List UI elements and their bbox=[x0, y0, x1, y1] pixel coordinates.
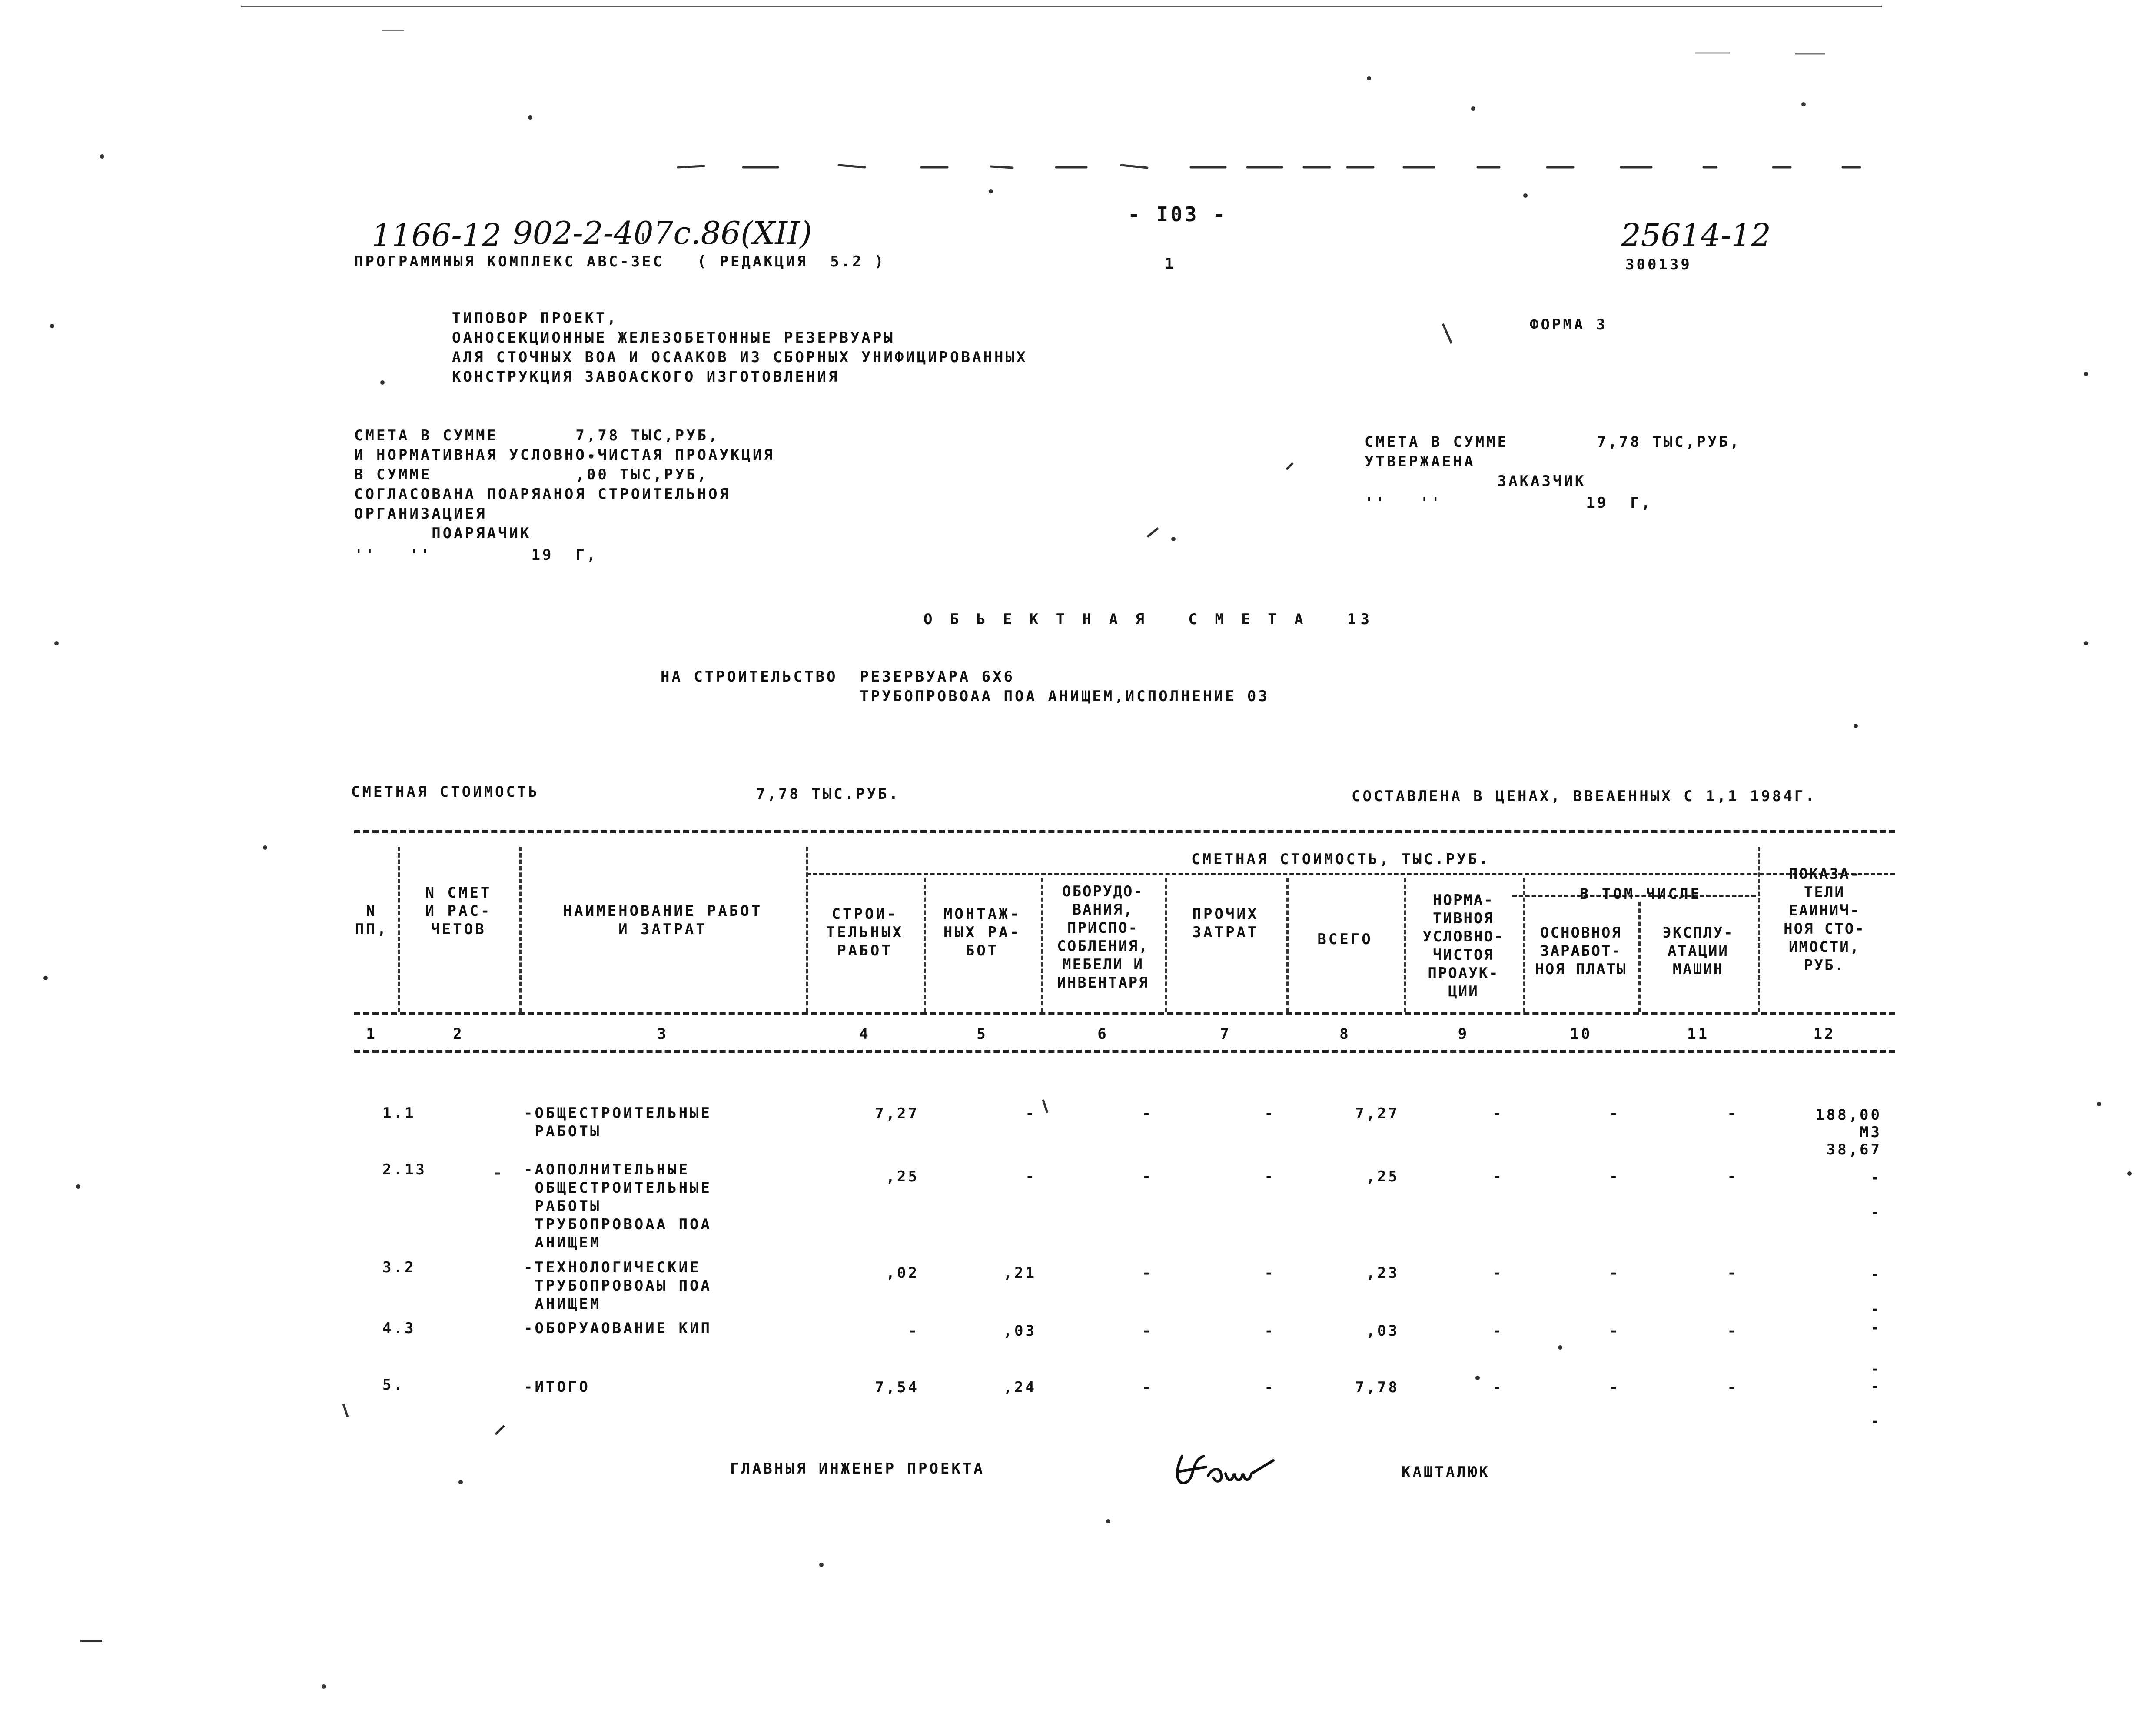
code-right: 300139 bbox=[1625, 256, 1692, 273]
col-number: 2 bbox=[453, 1025, 464, 1043]
signature bbox=[1165, 1430, 1278, 1497]
project-title-line-3: АЛЯ СТОЧНЫХ ВОА И ОСААКОВ ИЗ СБОРНЫХ УНИФИЦИРОВАННЫХ bbox=[452, 349, 1028, 366]
col-number: 6 bbox=[1097, 1025, 1109, 1043]
row-norm: - bbox=[1492, 1168, 1504, 1185]
column-numbers-rule bbox=[354, 1050, 1895, 1053]
row-build: 7,27 bbox=[875, 1105, 919, 1122]
estimated-cost-value: 7,78 ТЫС.РУБ. bbox=[756, 785, 900, 803]
row-name: -АОПОЛНИТЕЛЬНЫЕ ОБЩЕСТРОИТЕЛЬНЫЕ РАБОТЫ ТРУБОПРОВОАА ПОА АНИЩЕМ bbox=[524, 1161, 712, 1251]
row-build: - bbox=[908, 1322, 919, 1340]
subject-line-1: НА СТРОИТЕЛЬСТВО РЕЗЕРВУАРА 6Х6 bbox=[661, 668, 1015, 685]
col-header-1: N ПП, bbox=[355, 902, 389, 938]
subgroup-header: В ТОМ ЧИСЛЕ bbox=[1579, 885, 1702, 903]
approval-right-line-1: СМЕТА В СУММЕ 7,78 ТЫС,РУБ, bbox=[1365, 433, 1741, 451]
approval-left-line-7: '' '' 19 Г, bbox=[354, 546, 598, 564]
row-number: 2.13 bbox=[382, 1161, 427, 1178]
row-wage: - bbox=[1609, 1264, 1620, 1282]
col-header-11: ЭКСПЛУ- АТАЦИИ МАШИН bbox=[1662, 924, 1734, 978]
col-sep bbox=[1165, 878, 1167, 1012]
col-header-6: ОБОРУДО- ВАНИЯ, ПРИСПО- СОБЛЕНИЯ, МЕБЕЛИ И ИНВЕНТАРЯ bbox=[1057, 883, 1149, 991]
row-mach: - bbox=[1727, 1168, 1738, 1185]
approval-left-line-1: СМЕТА В СУММЕ 7,78 ТЫС,РУБ, bbox=[354, 427, 720, 444]
row-unit: - - bbox=[1870, 1169, 1882, 1221]
approval-right-line-4: '' '' 19 Г, bbox=[1365, 494, 1653, 512]
approval-left-line-6: ПОАРЯАЧИК bbox=[354, 525, 532, 542]
estimated-cost-label: СМЕТНАЯ СТОИМОСТЬ bbox=[351, 783, 539, 801]
col-header-4: СТРОИ- ТЕЛЬНЫХ РАБОТ bbox=[826, 905, 904, 959]
engineer-surname: КАШТАЛЮК bbox=[1402, 1464, 1490, 1481]
row-total: ,23 bbox=[1366, 1264, 1399, 1282]
row-name: -ТЕХНОЛОГИЧЕСКИЕ ТРУБОПРОВОАЫ ПОА АНИЩЕМ bbox=[524, 1259, 712, 1313]
handwritten-reference-left: 1166-12 bbox=[372, 217, 502, 253]
row-wage: - bbox=[1609, 1168, 1620, 1185]
col-number: 7 bbox=[1220, 1025, 1231, 1043]
row-build: ,25 bbox=[886, 1168, 919, 1185]
row-equip: - bbox=[1142, 1168, 1153, 1185]
col-header-12: ПОКАЗА- ТЕЛИ ЕАИНИЧ- НОЯ СТО- ИМОСТИ, РУБ. bbox=[1784, 865, 1865, 974]
row-mach: - bbox=[1727, 1379, 1738, 1396]
col-header-10: ОСНОВНОЯ ЗАРАБОТ- НОЯ ПЛАТЫ bbox=[1535, 924, 1627, 978]
row-name: -ОБОРУАОВАНИЕ КИП bbox=[524, 1320, 712, 1337]
row-unit: - bbox=[1870, 1319, 1882, 1337]
program-line: ПРОГРАММНЫЯ КОМПЛЕКС АВС-ЗЕС ( РЕДАКЦИЯ 5.2 ) bbox=[354, 253, 886, 270]
row-wage: - bbox=[1609, 1322, 1620, 1340]
row-equip: - bbox=[1142, 1105, 1153, 1122]
col-number: 1 bbox=[366, 1025, 377, 1043]
handwritten-project-code: 902-2-407c.86(XII) bbox=[513, 215, 812, 251]
col-number: 3 bbox=[657, 1025, 668, 1043]
row-norm: - bbox=[1492, 1322, 1504, 1340]
group-header-rule bbox=[806, 873, 1895, 875]
col-header-2: N СМЕТ И РАС- ЧЕТОВ bbox=[425, 884, 492, 938]
row-equip: - bbox=[1142, 1264, 1153, 1282]
row-build: 7,54 bbox=[875, 1379, 919, 1396]
row-total: 7,27 bbox=[1355, 1105, 1399, 1122]
row-other: - bbox=[1264, 1322, 1276, 1340]
approval-left-line-4: СОГЛАСОВАНА ПОАРЯАНОЯ СТРОИТЕЛЬНОЯ bbox=[354, 486, 731, 503]
approval-right-line-3: ЗАКАЗЧИК bbox=[1365, 472, 1586, 490]
project-title-line-1: ТИПОВОР ПРОЕКТ, bbox=[452, 309, 618, 327]
row-mount: - bbox=[1025, 1105, 1036, 1122]
page-number: 1 bbox=[1165, 255, 1176, 273]
row-name: -ИТОГО bbox=[524, 1378, 590, 1396]
row-mount: ,24 bbox=[1003, 1379, 1036, 1396]
row-unit: - - - bbox=[1870, 1360, 1882, 1430]
document-title: О Б Ь Е К Т Н А Я С М Е Т А 13 bbox=[924, 611, 1374, 628]
approval-left-line-5: ОРГАНИЗАЦИЕЯ bbox=[354, 505, 487, 522]
col-header-9: НОРМА- ТИВНОЯ УСЛОВНО- ЧИСТОЯ ПРОАУК- ЦИИ bbox=[1422, 891, 1505, 1000]
row-number: 1.1 bbox=[382, 1104, 416, 1122]
row-norm: - bbox=[1492, 1264, 1504, 1282]
group-header: СМЕТНАЯ СТОИМОСТЬ, ТЫС.РУБ. bbox=[1191, 851, 1490, 868]
row-equip: - bbox=[1142, 1379, 1153, 1396]
subject-line-2: ТРУБОПРОВОАА ПОА АНИЩЕМ,ИСПОЛНЕНИЕ 03 bbox=[661, 688, 1269, 705]
col-header-8: ВСЕГО bbox=[1317, 931, 1373, 948]
header-bottom-rule bbox=[354, 1012, 1895, 1015]
row-mount: - bbox=[1025, 1168, 1036, 1185]
col-number: 9 bbox=[1458, 1025, 1469, 1043]
col-number: 10 bbox=[1570, 1025, 1592, 1043]
row-name: -ОБЩЕСТРОИТЕЛЬНЫЕ РАБОТЫ bbox=[524, 1104, 712, 1140]
project-title-line-4: КОНСТРУКЦИЯ ЗАВОАСКОГО ИЗГОТОВЛЕНИЯ bbox=[452, 368, 840, 386]
row-total: ,03 bbox=[1366, 1322, 1399, 1340]
row-number: 4.3 bbox=[382, 1320, 416, 1337]
row-unit: - - bbox=[1870, 1266, 1882, 1318]
table-top-rule bbox=[354, 830, 1895, 833]
row-other: - bbox=[1264, 1264, 1276, 1282]
row-norm: - bbox=[1492, 1379, 1504, 1396]
row-mach: - bbox=[1727, 1105, 1738, 1122]
project-title-line-2: ОАНОСЕКЦИОННЫЕ ЖЕЛЕЗОБЕТОННЫЕ РЕЗЕРВУАРЫ bbox=[452, 329, 895, 346]
col-number: 8 bbox=[1339, 1025, 1351, 1043]
row-mount: ,21 bbox=[1003, 1264, 1036, 1282]
row-other: - bbox=[1264, 1379, 1276, 1396]
row-mount: ,03 bbox=[1003, 1322, 1036, 1340]
approval-left-line-2: И НОРМАТИВНАЯ УСЛОВНО-ЧИСТАЯ ПРОАУКЦИЯ bbox=[354, 446, 775, 464]
col-header-3: НАИМЕНОВАНИЕ РАБОТ И ЗАТРАТ bbox=[563, 902, 763, 938]
row-number: 3.2 bbox=[382, 1259, 416, 1276]
row-mach: - bbox=[1727, 1264, 1738, 1282]
row-wage: - bbox=[1609, 1379, 1620, 1396]
page-stamp: - I03 - bbox=[1128, 203, 1227, 226]
row-total: 7,78 bbox=[1355, 1379, 1399, 1396]
col-number: 12 bbox=[1813, 1025, 1836, 1043]
row-build: ,02 bbox=[886, 1264, 919, 1282]
form-number: ФОРМА 3 bbox=[1530, 316, 1608, 333]
handwritten-reference-right: 25614-12 bbox=[1621, 217, 1771, 253]
approval-left-line-3: В СУММЕ ,00 ТЫС,РУБ, bbox=[354, 466, 709, 483]
row-mach: - bbox=[1727, 1322, 1738, 1340]
row-other: - bbox=[1264, 1168, 1276, 1185]
row-other: - bbox=[1264, 1105, 1276, 1122]
approval-right-line-2: УТВЕРЖАЕНА bbox=[1365, 453, 1475, 470]
row-number: 5. bbox=[382, 1376, 405, 1394]
col-number: 11 bbox=[1687, 1025, 1709, 1043]
row-total: ,25 bbox=[1366, 1168, 1399, 1185]
row-wage: - bbox=[1609, 1105, 1620, 1122]
row-norm: - bbox=[1492, 1105, 1504, 1122]
col-header-7: ПРОЧИХ ЗАТРАТ bbox=[1192, 905, 1259, 941]
col-number: 4 bbox=[859, 1025, 870, 1043]
row-equip: - bbox=[1142, 1322, 1153, 1340]
col-header-5: МОНТАЖ- НЫХ РА- БОТ bbox=[943, 905, 1021, 959]
row-unit: 188,00 МЗ 38,67 bbox=[1815, 1106, 1882, 1158]
prices-note: СОСТАВЛЕНА В ЦЕНАХ, ВВЕАЕННЫХ С 1,1 1984Г. bbox=[1352, 788, 1817, 805]
chief-engineer-label: ГЛАВНЫЯ ИНЖЕНЕР ПРОЕКТА bbox=[730, 1460, 985, 1477]
col-number: 5 bbox=[977, 1025, 988, 1043]
